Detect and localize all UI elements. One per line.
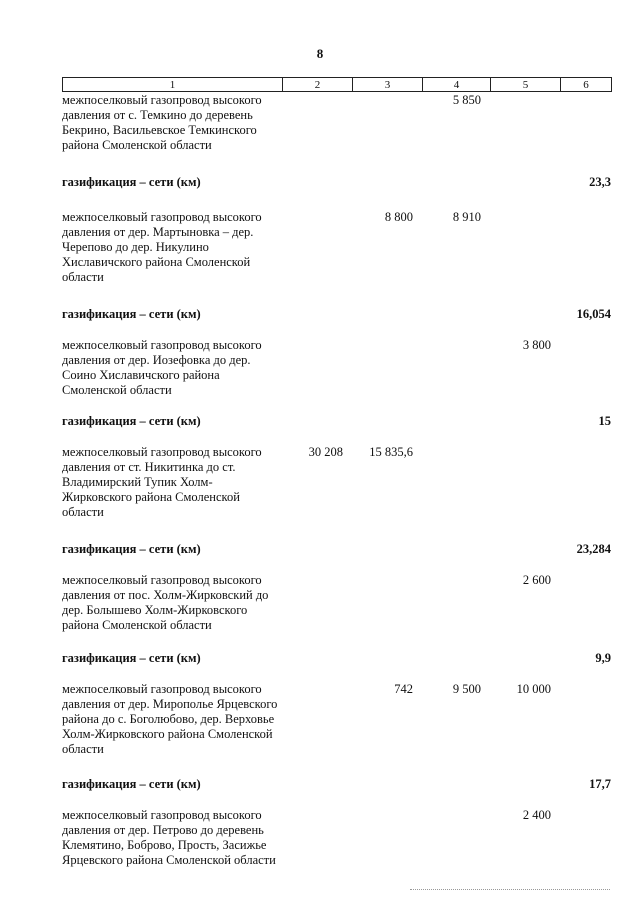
subtotal-label: газификация – сети (км) bbox=[62, 175, 201, 189]
value-col-4: 5 850 bbox=[452, 93, 481, 107]
subtotal-row bbox=[62, 651, 611, 666]
pipeline-description: межпоселковый газопровод высокого давления от пос. Холм-Жирковский до дер. Болышево Холм-Жирковского района Смоленской области bbox=[62, 573, 269, 632]
pipeline-row bbox=[62, 445, 611, 520]
subtotal-value: 15 bbox=[598, 414, 611, 428]
value-col-3: 8 800 bbox=[384, 210, 413, 224]
value-col-2: 30 208 bbox=[308, 445, 343, 459]
subtotal-label: газификация – сети (км) bbox=[62, 414, 201, 428]
column-header-4: 4 bbox=[423, 78, 491, 92]
pipeline-row bbox=[62, 682, 611, 757]
footer-divider bbox=[410, 889, 610, 890]
subtotal-value: 17,7 bbox=[589, 777, 611, 791]
column-header-2: 2 bbox=[283, 78, 353, 92]
subtotal-label: газификация – сети (км) bbox=[62, 651, 201, 665]
value-col-5: 3 800 bbox=[522, 338, 551, 352]
pipeline-row bbox=[62, 338, 611, 398]
document-body bbox=[62, 93, 611, 868]
value-col-5: 10 000 bbox=[516, 682, 551, 696]
value-col-5: 2 400 bbox=[522, 808, 551, 822]
subtotal-label: газификация – сети (км) bbox=[62, 542, 201, 556]
value-col-3: 742 bbox=[394, 682, 413, 696]
subtotal-label: газификация – сети (км) bbox=[62, 307, 201, 321]
value-col-3: 15 835,6 bbox=[369, 445, 413, 459]
pipeline-description: межпоселковый газопровод высокого давления от ст. Никитинка до ст. Владимирский Тупик Холм-Жирковского района Смоленской области bbox=[62, 445, 262, 519]
page-number: 8 bbox=[316, 46, 324, 61]
value-col-4: 9 500 bbox=[452, 682, 481, 696]
subtotal-row bbox=[62, 542, 611, 557]
column-header-row bbox=[62, 77, 612, 92]
subtotal-value: 23,284 bbox=[576, 542, 611, 556]
column-header-6: 6 bbox=[561, 78, 612, 92]
column-header-5: 5 bbox=[491, 78, 561, 92]
subtotal-row bbox=[62, 414, 611, 429]
pipeline-row bbox=[62, 93, 611, 153]
pipeline-description: межпоселковый газопровод высокого давления от дер. Мартыновка – дер. Черепово до дер. Никулино Хиславичского района Смоленской области bbox=[62, 210, 262, 284]
column-header-3: 3 bbox=[353, 78, 423, 92]
subtotal-label: газификация – сети (км) bbox=[62, 777, 201, 791]
subtotal-value: 16,054 bbox=[576, 307, 611, 321]
subtotal-row bbox=[62, 777, 611, 792]
value-col-5: 2 600 bbox=[522, 573, 551, 587]
pipeline-row bbox=[62, 573, 611, 633]
pipeline-description: межпоселковый газопровод высокого давления от дер. Петрово до деревень Клемятино, Боброво, Прость, Засижье Ярцевского района Смоленской области bbox=[62, 808, 276, 867]
pipeline-row bbox=[62, 808, 611, 868]
subtotal-value: 9,9 bbox=[595, 651, 611, 665]
pipeline-row bbox=[62, 210, 611, 285]
pipeline-description: межпоселковый газопровод высокого давления от дер. Мирополье Ярцевского района до с. Боголюбово, дер. Верховье Холм-Жирковского района Смоленской области bbox=[62, 682, 278, 756]
column-header-1: 1 bbox=[63, 78, 283, 92]
subtotal-value: 23,3 bbox=[589, 175, 611, 189]
subtotal-row bbox=[62, 175, 611, 190]
subtotal-row bbox=[62, 307, 611, 322]
pipeline-description: межпоселковый газопровод высокого давления от дер. Иозефовка до дер. Соино Хиславичского района Смоленской области bbox=[62, 338, 262, 397]
value-col-4: 8 910 bbox=[452, 210, 481, 224]
pipeline-description: межпоселковый газопровод высокого давления от с. Темкино до деревень Бекрино, Васильевское Темкинского района Смоленской области bbox=[62, 93, 262, 152]
